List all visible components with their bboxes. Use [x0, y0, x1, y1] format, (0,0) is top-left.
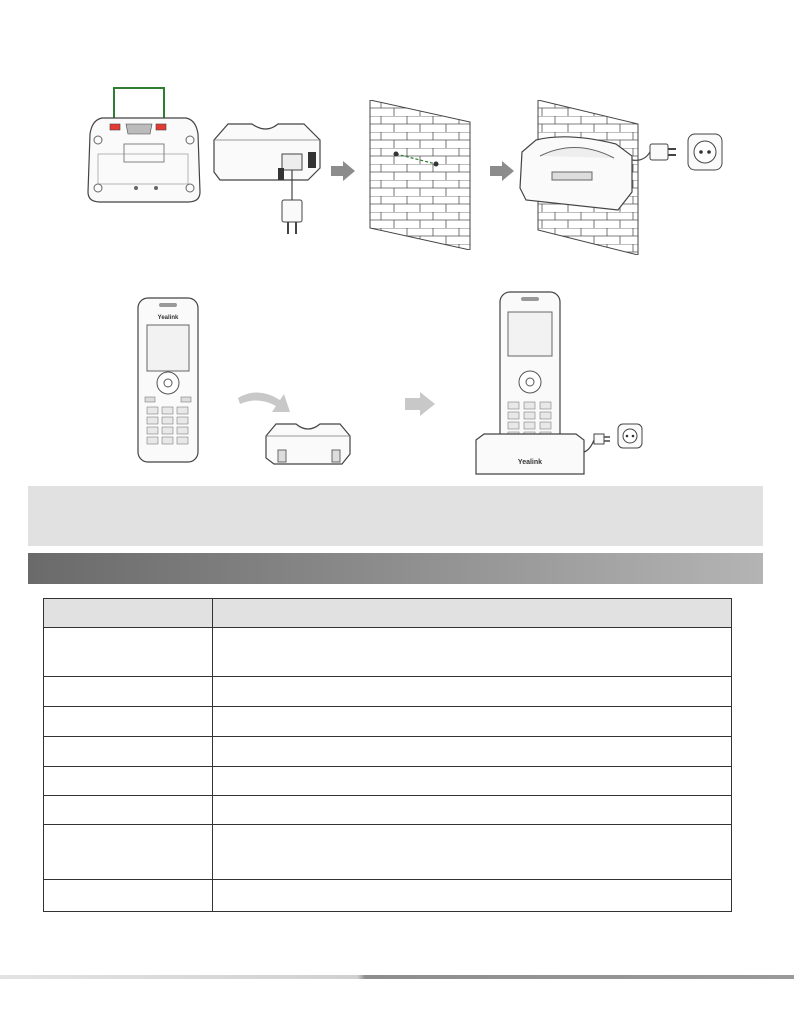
table-cell	[44, 796, 213, 825]
table-cell	[44, 737, 213, 767]
wall-mounted-charger	[516, 100, 726, 255]
charger-bottom-view	[84, 84, 204, 209]
table-cell	[44, 677, 213, 707]
note-box	[28, 486, 763, 546]
handset-docked-on-charger	[470, 290, 650, 480]
table-row	[44, 880, 732, 912]
brick-wall-screws	[368, 100, 472, 250]
table-header-cell-2	[213, 599, 732, 628]
step-arrow-icon	[405, 392, 435, 416]
table-row	[44, 796, 732, 825]
table-header-row	[44, 599, 732, 628]
table-row	[44, 628, 732, 677]
desktop-charger	[236, 388, 358, 468]
spec-table	[43, 598, 732, 912]
table-cell	[44, 707, 213, 737]
table-row	[44, 737, 732, 767]
handset-logo: Yealink	[157, 315, 179, 321]
table-row	[44, 825, 732, 880]
table-row	[44, 707, 732, 737]
table-row	[44, 677, 732, 707]
table-row	[44, 767, 732, 796]
table-cell	[213, 825, 732, 880]
table-cell	[44, 880, 213, 912]
table-cell	[213, 880, 732, 912]
table-cell	[44, 767, 213, 796]
table-cell	[44, 628, 213, 677]
table-cell	[213, 737, 732, 767]
table-cell	[213, 767, 732, 796]
table-cell	[44, 825, 213, 880]
charger-logo: Yealink	[517, 459, 543, 466]
footer-rule	[0, 975, 794, 979]
step-arrow-icon	[331, 161, 355, 181]
table-cell	[213, 796, 732, 825]
section-header-bar	[28, 553, 763, 584]
charger-with-adapter	[208, 110, 328, 240]
table-cell	[213, 677, 732, 707]
step-arrow-icon	[490, 161, 514, 181]
table-cell	[213, 628, 732, 677]
handset-front-view	[137, 297, 199, 463]
table-cell	[213, 707, 732, 737]
table-header-cell-1	[44, 599, 213, 628]
